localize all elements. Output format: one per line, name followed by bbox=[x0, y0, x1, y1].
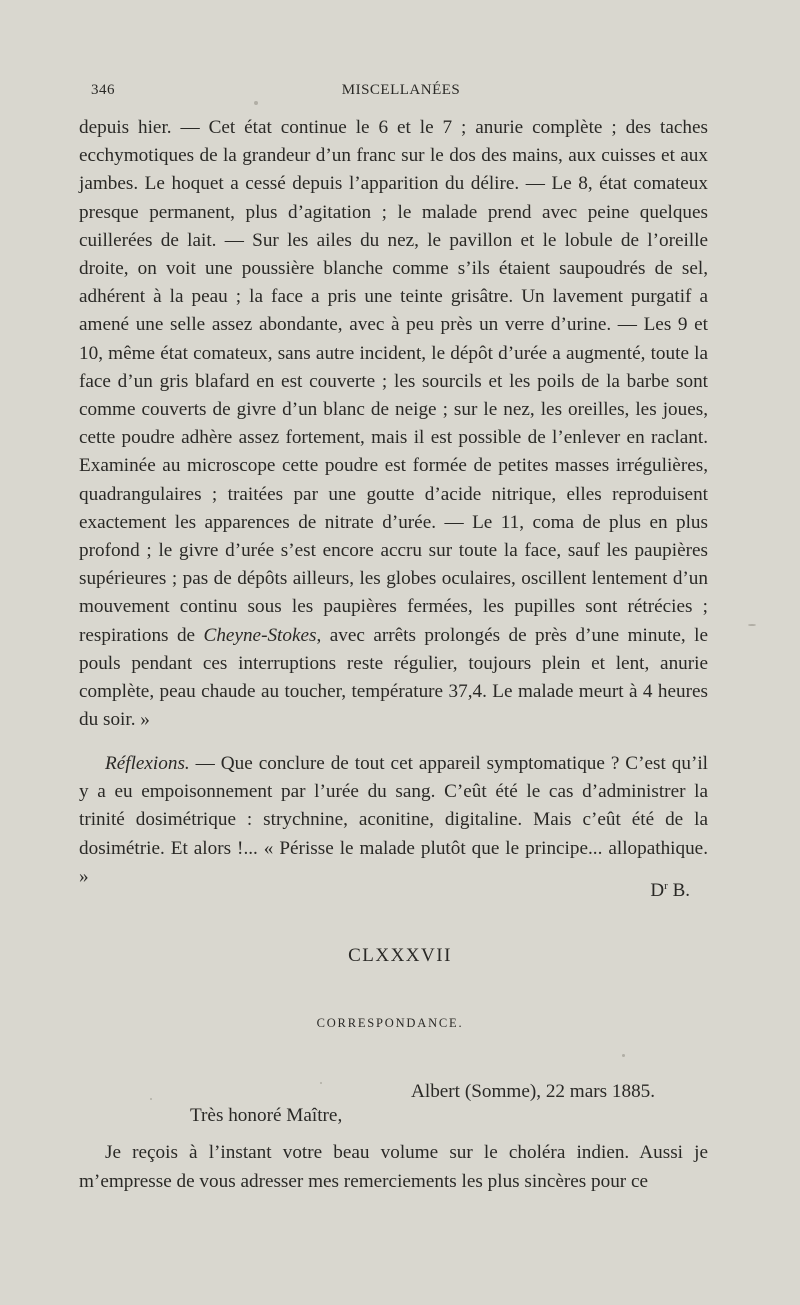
reflexions-label: Réflexions. bbox=[105, 753, 190, 774]
case-report-body: depuis hier. — Cet état continue le 6 et le 7 ; anurie complète ; des taches ecchymotiques de la grandeur d’un franc sur le dos des mains, aux cuisses et aux jambes. Le hoquet a cessé depuis l’apparition du délire. — Le 8, état comateux presque permanent, plus d’agitation ; le malade prend avec peine quelques cuillerées de lait. — Sur les ailes du nez, le pavillon et le lobule de l’oreille droite, on voit une poussière blanche comme s’ils étaient saupoudrés de sel, adhérent à la peau ; la face a pris une teinte grisâtre. Un lavement purgatif a amené une selle assez abondante, avec à peu près un verre d’urine. — Les 9 et 10, même état comateux, sans autre incident, le dépôt d’urée a augmenté, toute la face d’un gris blafard en est couverte ; les sourcils et les poils de la barbe sont comme couverts de givre d’un blanc de neige ; sur le nez, les oreilles, les joues, cette poudre adhère assez fortement, mais il est possible de l’enlever en raclant. Examinée au microscope cette poudre est formée de petites masses irrégulières, quadrangulaires ; traitées par une goutte d’acide nitrique, elles reproduisent exactement les apparences de nitrate d’urée. — Le 11, coma de plus en plus profond ; le givre d’urée s’est encore accru sur toute la face, sauf les paupières supérieures ; pas de dépôts ailleurs, les globes oculaires, oscillent lentement d’un mouvement continu sous les paupières fermées, les pupilles sont rétrécies ; respirations de bbox=[79, 117, 708, 646]
case-report-paragraph bbox=[79, 114, 708, 734]
cheyne-stokes-term: Cheyne-Stokes bbox=[203, 624, 317, 646]
signature-prefix: D bbox=[650, 880, 665, 901]
signature-name: B. bbox=[667, 880, 690, 901]
signature-superscript: r bbox=[664, 880, 668, 892]
reflexions-body: — Que conclure de tout cet appareil symptomatique ? C’est qu’il y a eu empoisonnement par l’urée du sang. C’eût été le cas d’administrer la trinité dosimétrique : strychnine, aconitine, digitaline. Mais c’eût été de la dosimétrie. Et alors !... « Périsse le malade plutôt que le principe... allopathique. » bbox=[79, 753, 708, 887]
case-report-text bbox=[79, 114, 708, 734]
paper-speck bbox=[254, 101, 258, 105]
running-title: MISCELLANÉES bbox=[341, 82, 461, 98]
paper-speck bbox=[622, 1054, 625, 1057]
reflexions-paragraph bbox=[79, 750, 708, 891]
section-title: CORRESPONDANCE. bbox=[316, 1016, 464, 1030]
section-number: CLXXXVII bbox=[348, 945, 452, 966]
case-report-ending: , avec arrêts prolongés de près d’une minute, le pouls pendant ces interruptions reste régulier, toujours plein et lent, anurie complète, peau chaude au toucher, température 37,4. Le malade meurt à 4 heures du soir. » bbox=[79, 624, 708, 731]
paper-speck bbox=[748, 624, 756, 626]
reflexions-text bbox=[79, 750, 708, 891]
letter-body bbox=[79, 1138, 708, 1196]
letter-salutation: Très honoré Maître, bbox=[190, 1105, 343, 1126]
letter-opening: Je reçois à l’instant votre beau volume sur le choléra indien. Aussi je m’empresse de vous adresser mes remerciements les plus sincères pour ce bbox=[79, 1142, 708, 1192]
signature bbox=[620, 880, 690, 902]
paper-speck bbox=[320, 1082, 322, 1084]
letter-dateline: Albert (Somme), 22 mars 1885. bbox=[411, 1081, 656, 1102]
page-number: 346 bbox=[91, 82, 115, 98]
paper-speck bbox=[150, 1098, 152, 1100]
